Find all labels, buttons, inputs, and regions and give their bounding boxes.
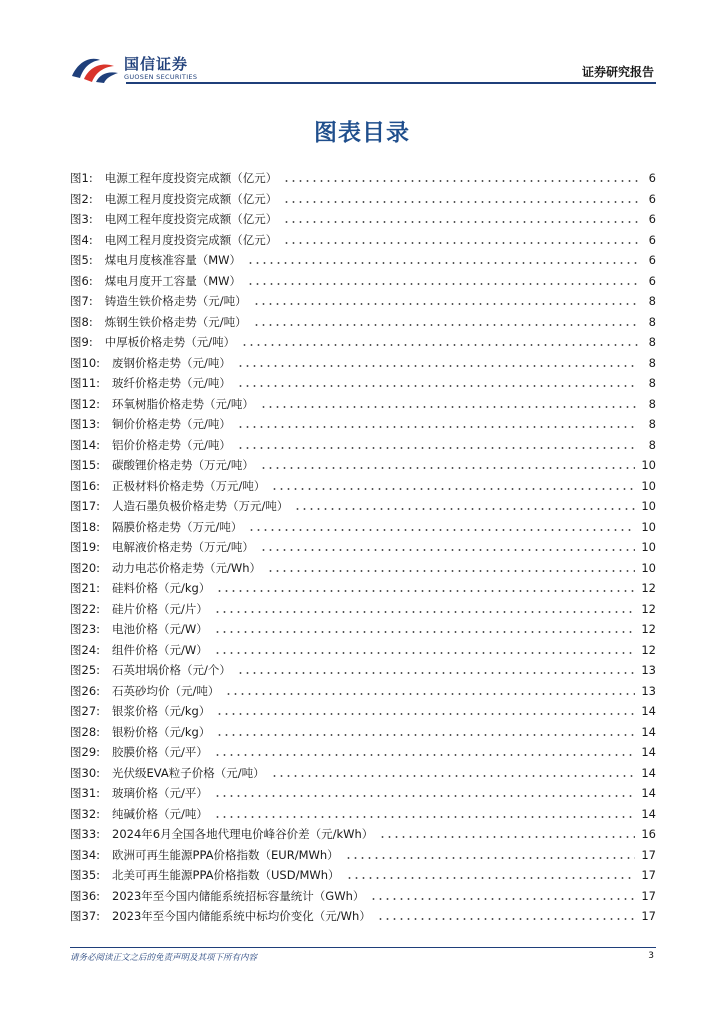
toc-entry-figure-number: 图19: [70,540,101,555]
toc-entry[interactable] [70,496,656,517]
toc-entry-leader-dots [260,548,635,552]
toc-entry-title: 电解液价格走势（万元/吨） [112,540,254,555]
toc-entry-leader-dots [253,302,638,306]
toc-entry-leader-dots [237,384,638,388]
toc-entry-page-number: 8 [648,355,656,370]
toc-entry[interactable] [70,845,656,866]
toc-entry-page-number: 10 [641,478,656,493]
toc-entry-figure-number: 图36: [70,888,101,903]
toc-entry-page-number: 13 [641,683,656,698]
toc-entry-leader-dots [214,794,635,798]
toc-entry-figure-number: 图12: [70,396,101,411]
toc-entry[interactable] [70,271,656,292]
toc-entry-title: 2023年至今国内储能系统中标均价变化（元/Wh） [112,909,371,924]
toc-entry-title: 电池价格（元/W） [112,622,208,637]
toc-entry[interactable] [70,353,656,374]
toc-entry[interactable] [70,230,656,251]
toc-entry-leader-dots [237,446,638,450]
toc-entry-title: 光伏级EVA粒子价格（元/吨） [112,765,265,780]
toc-entry-figure-number: 图3: [70,212,93,227]
toc-entry-figure-number: 图11: [70,376,101,391]
footer-disclaimer: 请务必阅读正文之后的免责声明及其项下所有内容 [70,953,258,963]
toc-entry[interactable] [70,476,656,497]
page-header [0,0,724,90]
toc-title: 图表目录 [314,120,410,146]
toc-entry-figure-number: 图25: [70,663,101,678]
toc-entry-figure-number: 图23: [70,622,101,637]
toc-entry[interactable] [70,824,656,845]
toc-entry-figure-number: 图37: [70,909,101,924]
toc-entry-leader-dots [216,712,635,716]
toc-entry-leader-dots [283,220,638,224]
toc-entry-page-number: 8 [648,396,656,411]
toc-entry-page-number: 16 [641,827,656,842]
toc-entry-title: 石英坩埚价格（元/个） [112,663,231,678]
toc-entry[interactable] [70,783,656,804]
toc-entry-page-number: 14 [641,704,656,719]
toc-entry-page-number: 10 [641,519,656,534]
toc-entry-figure-number: 图34: [70,847,101,862]
toc-entry-page-number: 10 [641,458,656,473]
header-divider [126,82,656,84]
guosen-logo [70,52,200,86]
toc-entry-page-number: 12 [641,642,656,657]
toc-entry-title: 2024年6月全国各地代理电价峰谷价差（元/kWh） [112,827,374,842]
toc-entry-figure-number: 图35: [70,868,101,883]
toc-entry[interactable] [70,742,656,763]
toc-entry-figure-number: 图10: [70,355,101,370]
toc-entry[interactable] [70,660,656,681]
toc-entry-title: 电源工程月度投资完成额（亿元） [104,191,278,206]
guosen-logo-icon [70,52,120,84]
toc-entry-title: 动力电芯价格走势（元/Wh） [112,560,262,575]
toc-entry-page-number: 8 [648,314,656,329]
toc-entry-figure-number: 图13: [70,417,101,432]
toc-entry[interactable] [70,701,656,722]
toc-entry-figure-number: 图8: [70,314,93,329]
toc-entry[interactable] [70,332,656,353]
toc-entry-leader-dots [241,343,638,347]
toc-entry-leader-dots [216,733,635,737]
toc-entry-figure-number: 图6: [70,273,93,288]
toc-entry-figure-number: 图15: [70,458,101,473]
toc-entry-page-number: 17 [641,909,656,924]
toc-entry-leader-dots [247,261,638,265]
toc-entry-title: 碳酸锂价格走势（万元/吨） [112,458,254,473]
toc-entry-leader-dots [377,917,636,921]
toc-entry[interactable] [70,250,656,271]
toc-entry[interactable] [70,599,656,620]
toc-entry-figure-number: 图22: [70,601,101,616]
toc-entry-title: 煤电月度核准容量（MW） [104,253,241,268]
toc-entry-leader-dots [237,671,635,675]
toc-entry-leader-dots [345,856,636,860]
toc-entry-title: 玻璃价格（元/平） [112,786,208,801]
toc-entry-title: 铜价价格走势（元/吨） [112,417,231,432]
toc-entry[interactable] [70,558,656,579]
toc-entry-leader-dots [248,528,635,532]
toc-entry[interactable] [70,414,656,435]
toc-entry-title: 隔膜价格走势（万元/吨） [112,519,243,534]
toc-entry-leader-dots [214,610,635,614]
toc-entry-page-number: 12 [641,581,656,596]
toc-entry-leader-dots [260,466,635,470]
toc-entry[interactable] [70,906,656,927]
toc-entry-title: 电源工程年度投资完成额（亿元） [104,171,278,186]
toc-entry-page-number: 8 [648,437,656,452]
toc-entry-leader-dots [214,630,636,634]
toc-entry-page-number: 10 [641,499,656,514]
toc-entry-leader-dots [237,425,638,429]
toc-entry[interactable] [70,291,656,312]
toc-entry[interactable] [70,886,656,907]
toc-entry[interactable] [70,312,656,333]
toc-entry-leader-dots [271,774,636,778]
toc-entry-title: 电网工程月度投资完成额（亿元） [104,232,278,247]
toc-list [70,168,656,927]
toc-entry-leader-dots [214,815,635,819]
toc-entry-figure-number: 图16: [70,478,101,493]
toc-entry-page-number: 6 [648,171,656,186]
toc-entry-leader-dots [237,364,638,368]
toc-entry-title: 电网工程年度投资完成额（亿元） [104,212,278,227]
report-type-label: 证券研究报告 [581,65,654,79]
toc-entry-page-number: 12 [641,622,656,637]
toc-entry[interactable] [70,804,656,825]
toc-entry[interactable] [70,435,656,456]
toc-entry[interactable] [70,517,656,538]
toc-entry-page-number: 10 [641,540,656,555]
toc-entry[interactable] [70,681,656,702]
toc-entry-figure-number: 图20: [70,560,101,575]
toc-entry-figure-number: 图30: [70,765,101,780]
toc-entry-page-number: 6 [648,253,656,268]
toc-entry-figure-number: 图17: [70,499,101,514]
toc-entry[interactable] [70,640,656,661]
toc-entry-page-number: 17 [641,888,656,903]
toc-entry-title: 银粉价格（元/kg） [112,724,211,739]
toc-entry-figure-number: 图2: [70,191,93,206]
toc-entry-page-number: 14 [641,806,656,821]
toc-entry-page-number: 17 [641,847,656,862]
toc-entry[interactable] [70,168,656,189]
toc-entry[interactable] [70,865,656,886]
toc-entry-leader-dots [283,179,638,183]
toc-entry-page-number: 8 [648,417,656,432]
toc-entry-page-number: 12 [641,601,656,616]
toc-entry-page-number: 8 [648,376,656,391]
page-number: 3 [648,951,654,961]
toc-entry-title: 铸造生铁价格走势（元/吨） [104,294,247,309]
toc-entry[interactable] [70,394,656,415]
toc-entry-figure-number: 图7: [70,294,93,309]
toc-entry[interactable] [70,537,656,558]
brand-name-en: GUOSEN SECURITIES [124,73,198,81]
toc-entry-figure-number: 图33: [70,827,101,842]
toc-entry[interactable] [70,455,656,476]
toc-entry-figure-number: 图14: [70,437,101,452]
toc-entry-page-number: 13 [641,663,656,678]
toc-entry-figure-number: 图4: [70,232,93,247]
toc-entry-page-number: 8 [648,335,656,350]
toc-entry[interactable] [70,619,656,640]
toc-entry-page-number: 6 [648,212,656,227]
toc-entry-figure-number: 图24: [70,642,101,657]
toc-entry-figure-number: 图31: [70,786,101,801]
toc-entry-figure-number: 图28: [70,724,101,739]
toc-entry-title: 2023年至今国内储能系统招标容量统计（GWh） [112,888,365,903]
toc-entry-title: 纯碱价格（元/吨） [112,806,208,821]
toc-entry-leader-dots [271,487,635,491]
toc-entry[interactable] [70,763,656,784]
toc-entry-title: 煤电月度开工容量（MW） [104,273,241,288]
toc-entry-figure-number: 图1: [70,171,93,186]
toc-entry-leader-dots [247,282,638,286]
toc-entry-leader-dots [370,897,635,901]
toc-entry-leader-dots [283,241,638,245]
toc-entry-leader-dots [225,692,635,696]
toc-entry-figure-number: 图9: [70,335,93,350]
toc-entry-page-number: 10 [641,560,656,575]
toc-entry-title: 铝价价格走势（元/吨） [112,437,231,452]
toc-entry-title: 玻纤价格走势（元/吨） [112,376,231,391]
toc-entry-page-number: 6 [648,232,656,247]
toc-entry-leader-dots [346,876,636,880]
toc-entry-leader-dots [253,323,638,327]
brand-name-cn: 国信证券 [124,55,189,73]
toc-entry-leader-dots [260,405,638,409]
toc-entry-page-number: 6 [648,273,656,288]
toc-entry[interactable] [70,722,656,743]
toc-entry-page-number: 14 [641,745,656,760]
toc-entry-title: 人造石墨负极价格走势（万元/吨） [112,499,289,514]
toc-entry[interactable] [70,209,656,230]
toc-entry-page-number: 17 [641,868,656,883]
toc-entry-title: 正极材料价格走势（万元/吨） [112,478,266,493]
toc-entry-title: 石英砂均价（元/吨） [112,683,220,698]
toc-entry-page-number: 14 [641,765,656,780]
toc-entry-page-number: 14 [641,786,656,801]
toc-entry-leader-dots [216,589,635,593]
toc-entry-title: 硅片价格（元/片） [112,601,208,616]
footer-divider [70,947,656,948]
toc-entry-title: 硅料价格（元/kg） [112,581,211,596]
toc-entry-figure-number: 图32: [70,806,101,821]
toc-entry-title: 欧洲可再生能源PPA价格指数（EUR/MWh） [112,847,339,862]
toc-entry-title: 组件价格（元/W） [112,642,208,657]
toc-entry[interactable] [70,373,656,394]
toc-entry-leader-dots [267,569,635,573]
toc-entry-leader-dots [294,507,635,511]
toc-entry-leader-dots [379,835,635,839]
toc-entry-figure-number: 图26: [70,683,101,698]
toc-entry-page-number: 14 [641,724,656,739]
toc-entry-figure-number: 图29: [70,745,101,760]
toc-entry-leader-dots [214,651,636,655]
toc-entry-figure-number: 图27: [70,704,101,719]
toc-entry-title: 银浆价格（元/kg） [112,704,211,719]
toc-entry-leader-dots [283,200,638,204]
toc-entry-title: 环氧树脂价格走势（元/吨） [112,396,254,411]
toc-entry-figure-number: 图5: [70,253,93,268]
toc-entry-title: 中厚板价格走势（元/吨） [104,335,236,350]
toc-entry-title: 废钢价格走势（元/吨） [112,355,231,370]
toc-entry-title: 胶膜价格（元/平） [112,745,208,760]
toc-entry-figure-number: 图21: [70,581,101,596]
toc-entry[interactable] [70,189,656,210]
toc-entry-page-number: 6 [648,191,656,206]
toc-entry-title: 北美可再生能源PPA价格指数（USD/MWh） [112,868,340,883]
toc-entry-title: 炼钢生铁价格走势（元/吨） [104,314,247,329]
toc-entry-figure-number: 图18: [70,519,101,534]
toc-entry-leader-dots [214,753,635,757]
toc-entry[interactable] [70,578,656,599]
toc-entry-page-number: 8 [648,294,656,309]
